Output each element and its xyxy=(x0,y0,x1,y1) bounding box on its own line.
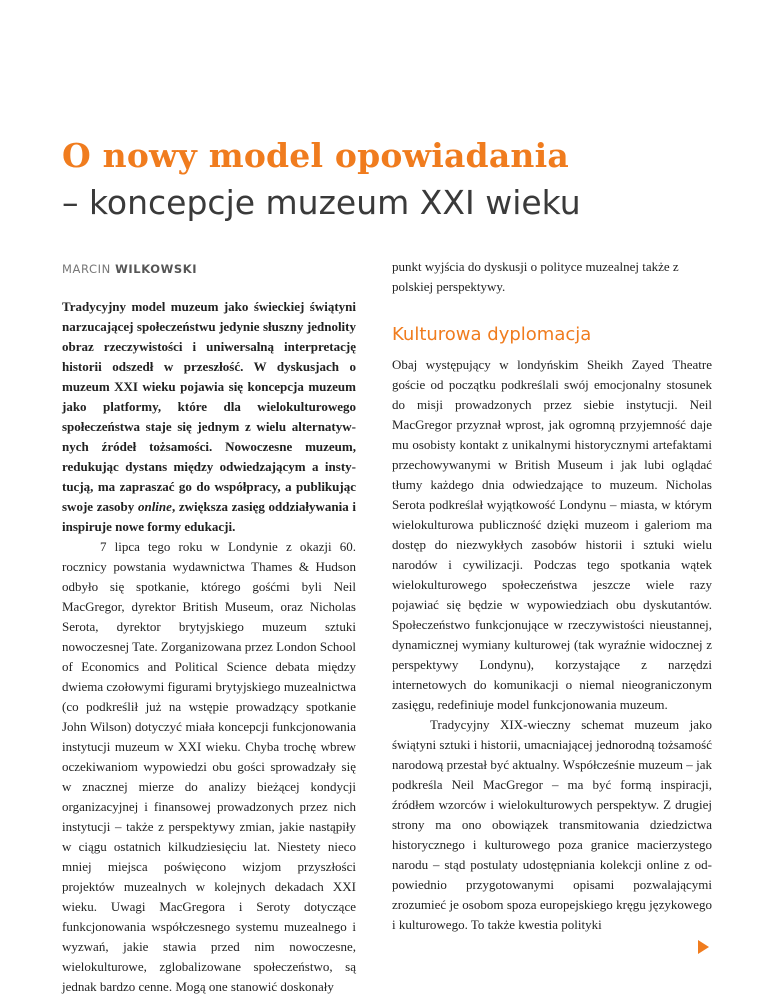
body-paragraph-right-2: Tradycyjny XIX-wieczny schemat muzeum jako świątyni sztuki i historii, umacniającej jednorodną tożsamość narodową przestał być aktualny. Współcześnie muzeum – jak podkreśla Neil MacGregor – ma być formą inspiracji, źródłem wzorców i wielokulturowych perspektyw. Z drugiej strony ma ono obowiązek transmitowania dziedzictwa historycznego i kulturowego poza granice macierzystego narodu – stąd postulaty udostępniania kolekcji online z odpowiednio przygotowanymi opisami pozwalającymi zrozumieć je osobom spoza europejskiego kręgu językowego i kulturowego. To także kwestia polityki xyxy=(392,717,712,932)
lead-text-1: Tradycyjny model muzeum jako świeckiej świątyni narzucającej społeczeństwu jedynie słuszny jednolity obraz rzeczywistości i uniwersalną interpretację historii odszedł w przeszłość. W dyskusjach o muzeum XXI wieku pojawia się koncepcja muzeum jako platformy, które dla wielokulturowego społeczeństwa staje się jednym z wielu alternatywnych źródeł tożsamości. Nowoczesne muzeum, redukując dystans między odwiedzającym a instytucją, ma zapraszać go do współpracy, a publikując swoje zasoby xyxy=(62,299,356,514)
lead-text-2: , zwiększa zasięg oddziaływania i inspiruje nowe formy edukacji. xyxy=(62,499,357,534)
body-paragraph-left: 7 lipca tego roku w Londynie z okazji 60. rocznicy powstania wydawnictwa Thames & Hudson odbyło się spotkanie, którego gośćmi byli Neil MacGregor, dyrektor British Museum, oraz Nicholas Serota, dyrektor brytyjskiego muzeum sztuki nowoczesnej Tate. Zorganizowana przez London School of Economics and Political Science debata między dwiema czołowymi figurami brytyjskiego muzealnictwa (co podkreślił już na wstępie prowadzący spotkanie John Wilson) dotyczyć miała koncepcji funkcjonowania instytucji muzeum w XXI wieku. Chyba trochę wbrew oczekiwaniom wypowiedzi obu gości sprowadzały się w znacznej mierze do analizy bieżącej kondycji organizacyjnej i finansowej prowadzonych przez nich instytucji – także z perspektywy zmian, jakie nastąpiły w ciągu ostatnich kilkudziesięciu lat. Niestety nieco mniej miejsca poświęcono wizjom przyszłości projektów muzealnych w kolejnych dekadach XXI wieku. Uwagi MacGregora i Seroty dotyczące funkcjonowania współczesnego systemu muzealnego i wyzwań, jakie stawia przed nim nowoczesne, wielokulturowe, zglobalizowane społeczeństwo, są jednak bardzo cenne. Mogą one stanowić doskonały xyxy=(62,539,356,994)
lead-emphasis: online xyxy=(137,499,172,514)
section-heading: Kulturowa dyplomacja xyxy=(392,324,592,345)
body-paragraph-right-1: Obaj występujący w londyńskim Sheikh Zayed Theatre goście od początku podkreślali swój emocjonalny stosunek do misji prowadzonych przez siebie instytucji. Neil MacGregor przyznał wprost, jak ogromną przyjemność daje mu osobisty kontakt z unikalnymi historycznymi artefaktami przechowywanymi w British Museum i jak lubi oglądać tłumy każdego dnia odwiedzające to muzeum. Nicholas Serota podkreślał wyjątkowość Londynu – miasta, w którym wielokulturowa publiczność dzięki muzeom i galeriom ma dostęp do niezwykłych zasobów historii i sztuki wielu narodów i cywilizacji. Podczas tego spotkania wątek wielokulturowego społeczeństwa jeszcze wiele razy pojawiać się będzie w wypowiedziach obu dyskutantów. Społeczeństwo funkcjonujące w rzeczywistości nieustannej, dynamicznej wymiany kulturowej (tak wyraźnie widocznej z perspektywy Londynu), korzystające z narzędzi internetowych do komunikacji o niemal nieograniczonym zasięgu, redefiniuje model funkcjonowania muzeum. xyxy=(392,357,712,712)
article-title: O nowy model opowiadania xyxy=(62,136,569,175)
body-paragraph-right-continued: punkt wyjścia do dyskusji o polityce muzealnej także z polskiej perspektywy. xyxy=(392,259,679,294)
author-byline xyxy=(62,262,197,276)
author-last-name: WILKOWSKI xyxy=(115,262,198,276)
article-subtitle: – koncepcje muzeum XXI wieku xyxy=(62,183,581,222)
next-page-arrow-icon[interactable] xyxy=(698,940,709,954)
lead-paragraph xyxy=(62,297,356,537)
author-first-name: MARCIN xyxy=(62,262,111,276)
